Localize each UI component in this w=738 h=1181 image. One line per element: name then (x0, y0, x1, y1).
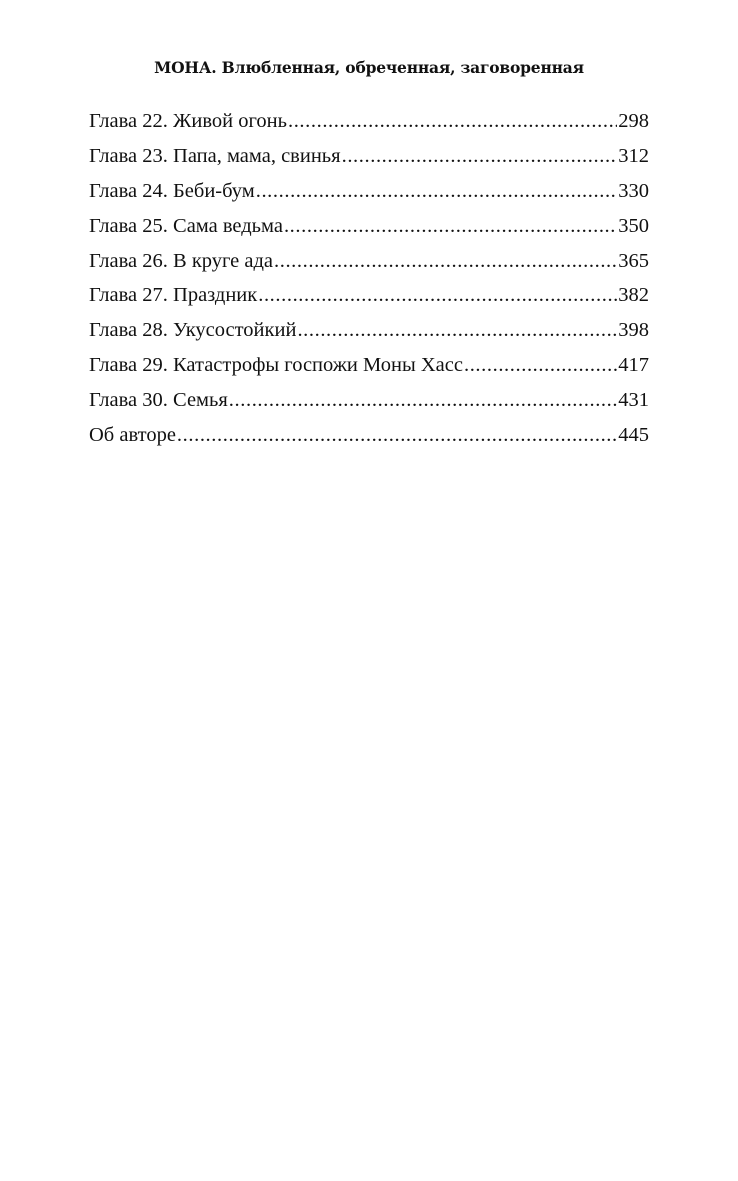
dot-leader (297, 313, 617, 348)
toc-entry[interactable] (89, 244, 649, 279)
toc-entry-title: Глава 29. Катастрофы госпожи Моны Хасс (89, 354, 463, 377)
toc-entry[interactable] (89, 418, 649, 453)
toc-entry-page: 350 (618, 214, 649, 237)
dot-leader (177, 418, 617, 453)
dot-leader (229, 383, 617, 418)
toc-entry[interactable] (89, 278, 649, 313)
table-of-contents (89, 104, 649, 453)
running-header: МОНА. Влюбленная, обреченная, заговоренная (154, 58, 584, 77)
toc-entry-page: 445 (618, 424, 649, 447)
dot-leader (464, 348, 617, 383)
toc-entry-title: Глава 23. Папа, мама, свинья (89, 144, 341, 167)
toc-entry-title: Об авторе (89, 424, 176, 447)
toc-entry-title: Глава 30. Семья (89, 389, 228, 412)
toc-entry-title: Глава 24. Беби-бум (89, 179, 255, 202)
toc-entry-title: Глава 27. Праздник (89, 284, 258, 307)
toc-entry[interactable] (89, 348, 649, 383)
toc-entry[interactable] (89, 383, 649, 418)
toc-entry-page: 417 (618, 354, 649, 377)
toc-entry[interactable] (89, 139, 649, 174)
toc-entry-page: 365 (618, 249, 649, 272)
dot-leader (258, 278, 617, 313)
toc-entry-title: Глава 26. В круге ада (89, 249, 273, 272)
dot-leader (342, 139, 618, 174)
dot-leader (256, 174, 618, 209)
toc-entry-page: 431 (618, 389, 649, 412)
toc-entry[interactable] (89, 104, 649, 139)
toc-entry-page: 312 (618, 144, 649, 167)
toc-entry-page: 398 (618, 319, 649, 342)
toc-entry-page: 330 (618, 179, 649, 202)
toc-entry-title: Глава 25. Сама ведьма (89, 214, 283, 237)
toc-entry[interactable] (89, 174, 649, 209)
toc-entry-title: Глава 22. Живой огонь (89, 110, 287, 132)
toc-entry-page: 382 (618, 284, 649, 307)
toc-entry-title: Глава 28. Укусостойкий (89, 319, 297, 342)
dot-leader (284, 209, 617, 244)
toc-entry[interactable] (89, 209, 649, 244)
dot-leader (288, 104, 617, 139)
toc-entry[interactable] (89, 313, 649, 348)
toc-entry-page: 298 (618, 110, 649, 132)
dot-leader (274, 244, 617, 279)
